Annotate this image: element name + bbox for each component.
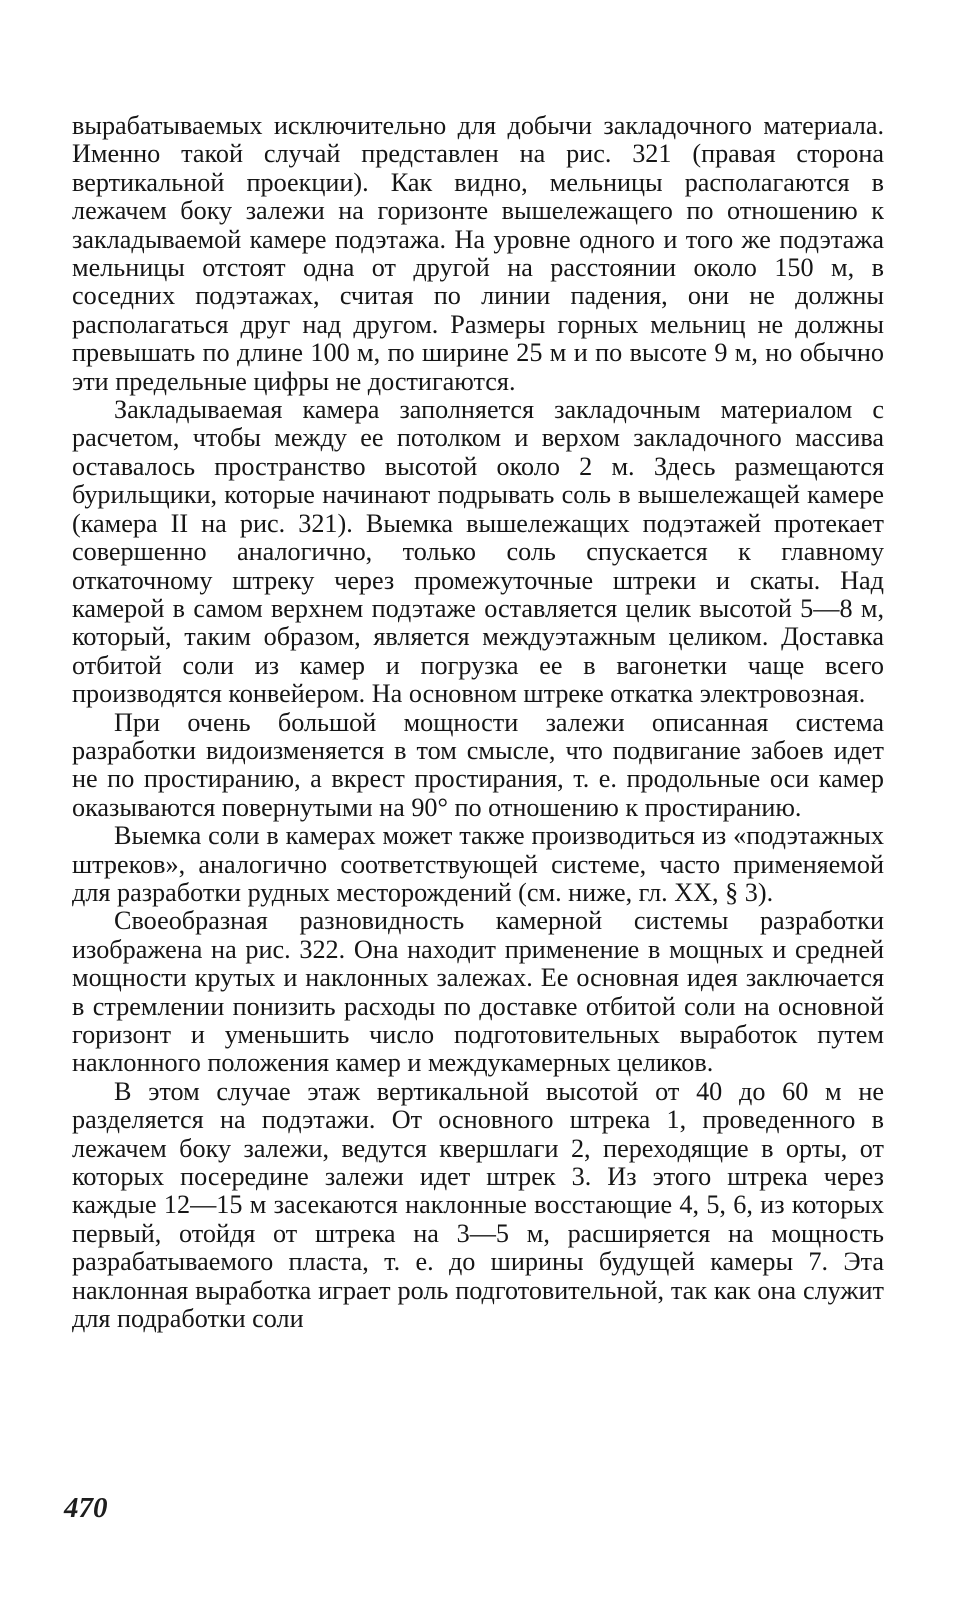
page-number: 470 <box>64 1492 108 1524</box>
paragraph-4: Выемка соли в камерах может также производиться из «подэтажных штреков», аналогично соответствующей системе, часто применяемой для разработки рудных месторождений (см. ниже, гл. XX, § 3). <box>72 821 884 907</box>
page-text <box>72 112 884 1532</box>
paragraph-2: Закладываемая камера заполняется закладочным материалом с расчетом, чтобы между ее потолком и верхом закладочного массива оставалось пространство высотой около 2 м. Здесь размещаются бурильщики, которые начинают подрывать соль в вышележащей камере (камера II на рис. 321). Выемка вышележащих подэтажей протекает совершенно аналогично, только соль спускается к главному откаточному штреку через промежуточные штреки и скаты. Над камерой в самом верхнем подэтаже оставляется целик высотой 5—8 м, который, таким образом, является междуэтажным целиком. Доставка отбитой соли из камер и погрузка ее в вагонетки чаще всего производятся конвейером. На основном штреке откатка электровозная. <box>72 395 884 709</box>
paragraph-5: Своеобразная разновидность камерной системы разработки изображена на рис. 322. Она находит применение в мощных и средней мощности крутых и наклонных залежах. Ее основная идея заключается в стремлении понизить расходы по доставке отбитой соли на основной горизонт и уменьшить число подготовительных выработок путем наклонного положения камер и междукамерных целиков. <box>72 906 884 1078</box>
paragraph-6: В этом случае этаж вертикальной высотой от 40 до 60 м не разделяется на подэтажи. От основного штрека 1, проведенного в лежачем боку залежи, ведутся квершлаги 2, переходящие в орты, от которых посередине залежи идет штрек 3. Из этого штрека через каждые 12—15 м засекаются наклонные восстающие 4, 5, 6, из которых первый, отойдя от штрека на 3—5 м, расширяется на мощность разрабатываемого пласта, т. е. до ширины будущей камеры 7. Эта наклонная выработка играет роль подготовительной, так как она служит для подработки соли <box>72 1076 884 1334</box>
paragraph-1: вырабатываемых исключительно для добычи закладочного материала. Именно такой случай представлен на рис. 321 (правая сторона вертикальной проекции). Как видно, мельницы располагаются в лежачем боку залежи на горизонте вышележащего по отношению к закладываемой камере подэтажа. На уровне одного и того же подэтажа мельницы отстоят одна от другой на расстоянии около 150 м, в соседних подэтажах, считая по линии падения, они не должны располагаться друг над другом. Размеры горных мельниц не должны превышать по длине 100 м, по ширине 25 м и по высоте 9 м, но обычно эти предельные цифры не достигаются. <box>72 111 884 396</box>
paragraph-3: При очень большой мощности залежи описанная система разработки видоизменяется в том смысле, что подвигание забоев идет не по простиранию, а вкрест простирания, т. е. продольные оси камер оказываются повернутыми на 90° по отношению к простиранию. <box>72 707 884 822</box>
